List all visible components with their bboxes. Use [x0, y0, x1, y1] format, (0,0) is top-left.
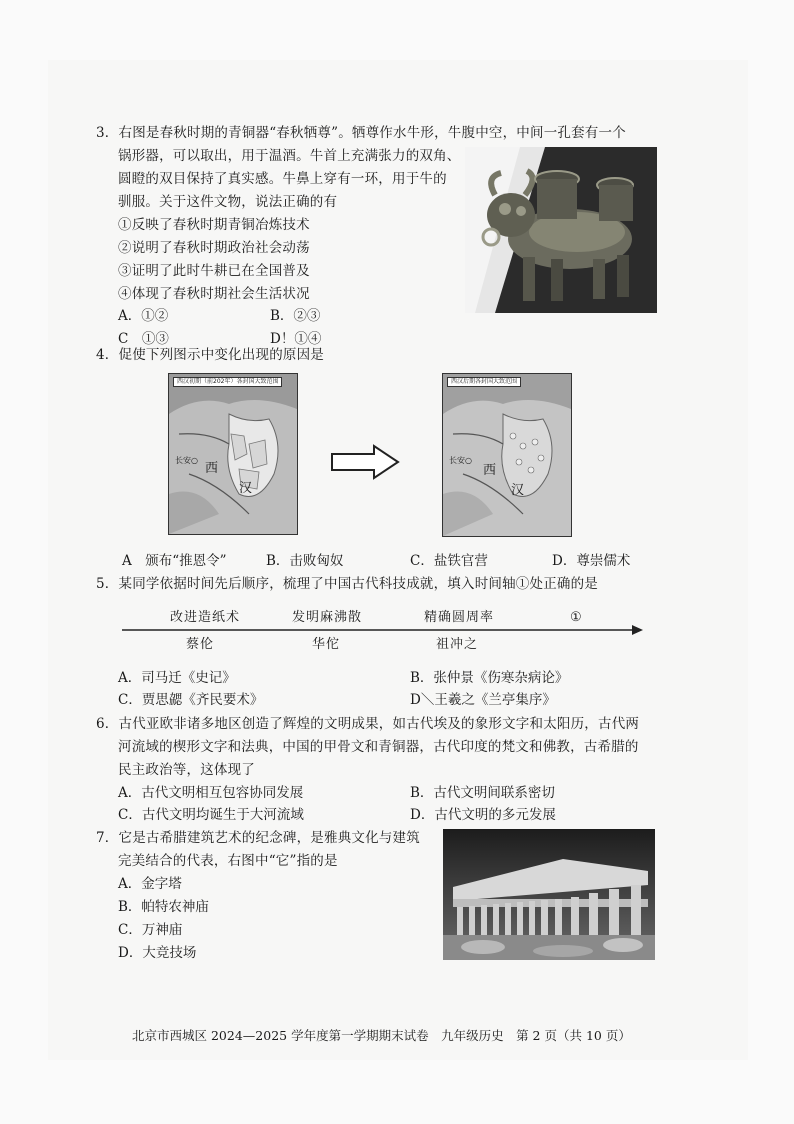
- timeline-event-2: 发明麻沸散: [292, 610, 363, 625]
- right-arrow-icon: [330, 444, 400, 480]
- q6-line-2: 河流域的楔形文字和法典，中国的甲骨文和青铜器，古代印度的梵文和佛教，古希腊的: [118, 739, 639, 755]
- q6-option-c: C．古代文明均诞生于大河流域: [118, 807, 304, 823]
- map-early-western-han: [168, 373, 298, 535]
- q7-option-d: D．大竞技场: [118, 945, 197, 961]
- q6-option-a: A．古代文明相互包容协同发展: [118, 785, 304, 801]
- q4-stem: 4．促使下列图示中变化出现的原因是: [96, 347, 324, 363]
- map-late-city-label: 长安○: [449, 456, 472, 465]
- bronze-ox-vessel-image: [465, 147, 657, 313]
- timeline-event-blank: ①: [570, 610, 583, 625]
- timeline-event-3: 精确圆周率: [424, 610, 495, 625]
- q5-option-b: B．张仲景《伤寒杂病论》: [410, 670, 569, 686]
- bronze-ox-icon: [465, 147, 657, 313]
- q3-option-c: C ①③: [118, 331, 169, 347]
- q7-line-2: 完美结合的代表，右图中“它”指的是: [118, 853, 338, 869]
- q3-statement-3: ③证明了此时牛耕已在全国普及: [118, 263, 310, 279]
- q3-line-2: 锅形器，可以取出，用于温酒。牛首上充满张力的双角、: [118, 148, 461, 164]
- q4-option-b: B．击败匈奴: [266, 553, 344, 569]
- q3-option-b: B．②③: [270, 308, 321, 324]
- q7-line-1: 7．它是古希腊建筑艺术的纪念碑，是雅典文化与建筑: [96, 830, 420, 846]
- q5-option-a: A．司马迁《史记》: [118, 670, 236, 686]
- q6-option-b: B．古代文明间联系密切: [410, 785, 555, 801]
- timeline-person-2: 华佗: [312, 637, 341, 652]
- q5-stem: 5．某同学依据时间先后顺序，梳理了中国古代科技成就，填入时间轴①处正确的是: [96, 576, 598, 592]
- map-early-title: 西汉初期（前202年）各封国大致范围: [173, 377, 282, 387]
- q3-statement-2: ②说明了春秋时期政治社会动荡: [118, 240, 310, 256]
- q6-line-3: 民主政治等，这体现了: [118, 762, 255, 778]
- q5-option-d: D＼王羲之《兰亭集序》: [410, 692, 556, 708]
- timeline-arrow-icon: [122, 623, 644, 637]
- q4-option-c: C．盐铁官营: [410, 553, 488, 569]
- map-early-city-label: 长安○: [175, 456, 198, 465]
- q4-option-a: A 颁布“推恩令”: [122, 553, 227, 569]
- page-footer: 北京市西城区 2024—2025 学年度第一学期期末试卷 九年级历史 第 2 页（共 10 页）: [132, 1028, 631, 1043]
- q3-line-1: 3．右图是春秋时期的青铜器“春秋牺尊”。牺尊作水牛形，牛腹中空，中间一孔套有一个: [96, 125, 626, 141]
- map-late-terrain-icon: [443, 374, 571, 536]
- map-late-region-label-2: 汉: [511, 483, 525, 498]
- timeline-person-3: 祖冲之: [436, 637, 479, 652]
- parthenon-icon: [443, 829, 655, 960]
- q3-option-d: D！①④: [270, 331, 322, 347]
- q5-option-c: C．贾思勰《齐民要术》: [118, 692, 264, 708]
- q3-statement-4: ④体现了春秋时期社会生活状况: [118, 286, 310, 302]
- map-early-terrain-icon: [169, 374, 297, 534]
- change-arrow: [330, 444, 400, 480]
- q7-option-a: A．金字塔: [118, 876, 182, 892]
- q3-line-3: 圆瞪的双目保持了真实感。牛鼻上穿有一环，用于牛的: [118, 171, 447, 187]
- map-late-western-han: [442, 373, 572, 537]
- q3-line-4: 驯服。关于这件文物，说法正确的有: [118, 194, 338, 210]
- q4-option-d: D．尊崇儒术: [552, 553, 631, 569]
- timeline-event-1: 改进造纸术: [170, 610, 241, 625]
- q6-line-1: 6．古代亚欧非诸多地区创造了辉煌的文明成果，如古代埃及的象形文字和太阳历，古代两: [96, 716, 640, 732]
- q3-statement-1: ①反映了春秋时期青铜冶炼技术: [118, 217, 310, 233]
- q6-option-d: D．古代文明的多元发展: [410, 807, 556, 823]
- q3-option-a: A．①②: [118, 308, 169, 324]
- timeline-person-1: 蔡伦: [186, 637, 215, 652]
- timeline-axis: [122, 622, 644, 636]
- parthenon-image: [443, 829, 655, 960]
- q7-option-b: B．帕特农神庙: [118, 899, 209, 915]
- q7-option-c: C．万神庙: [118, 922, 183, 938]
- map-early-region-label-2: 汉: [239, 481, 253, 496]
- map-late-region-label: 西: [483, 463, 497, 478]
- map-early-region-label: 西: [205, 461, 219, 476]
- map-late-title: 西汉后期各封国大致范围: [447, 377, 521, 387]
